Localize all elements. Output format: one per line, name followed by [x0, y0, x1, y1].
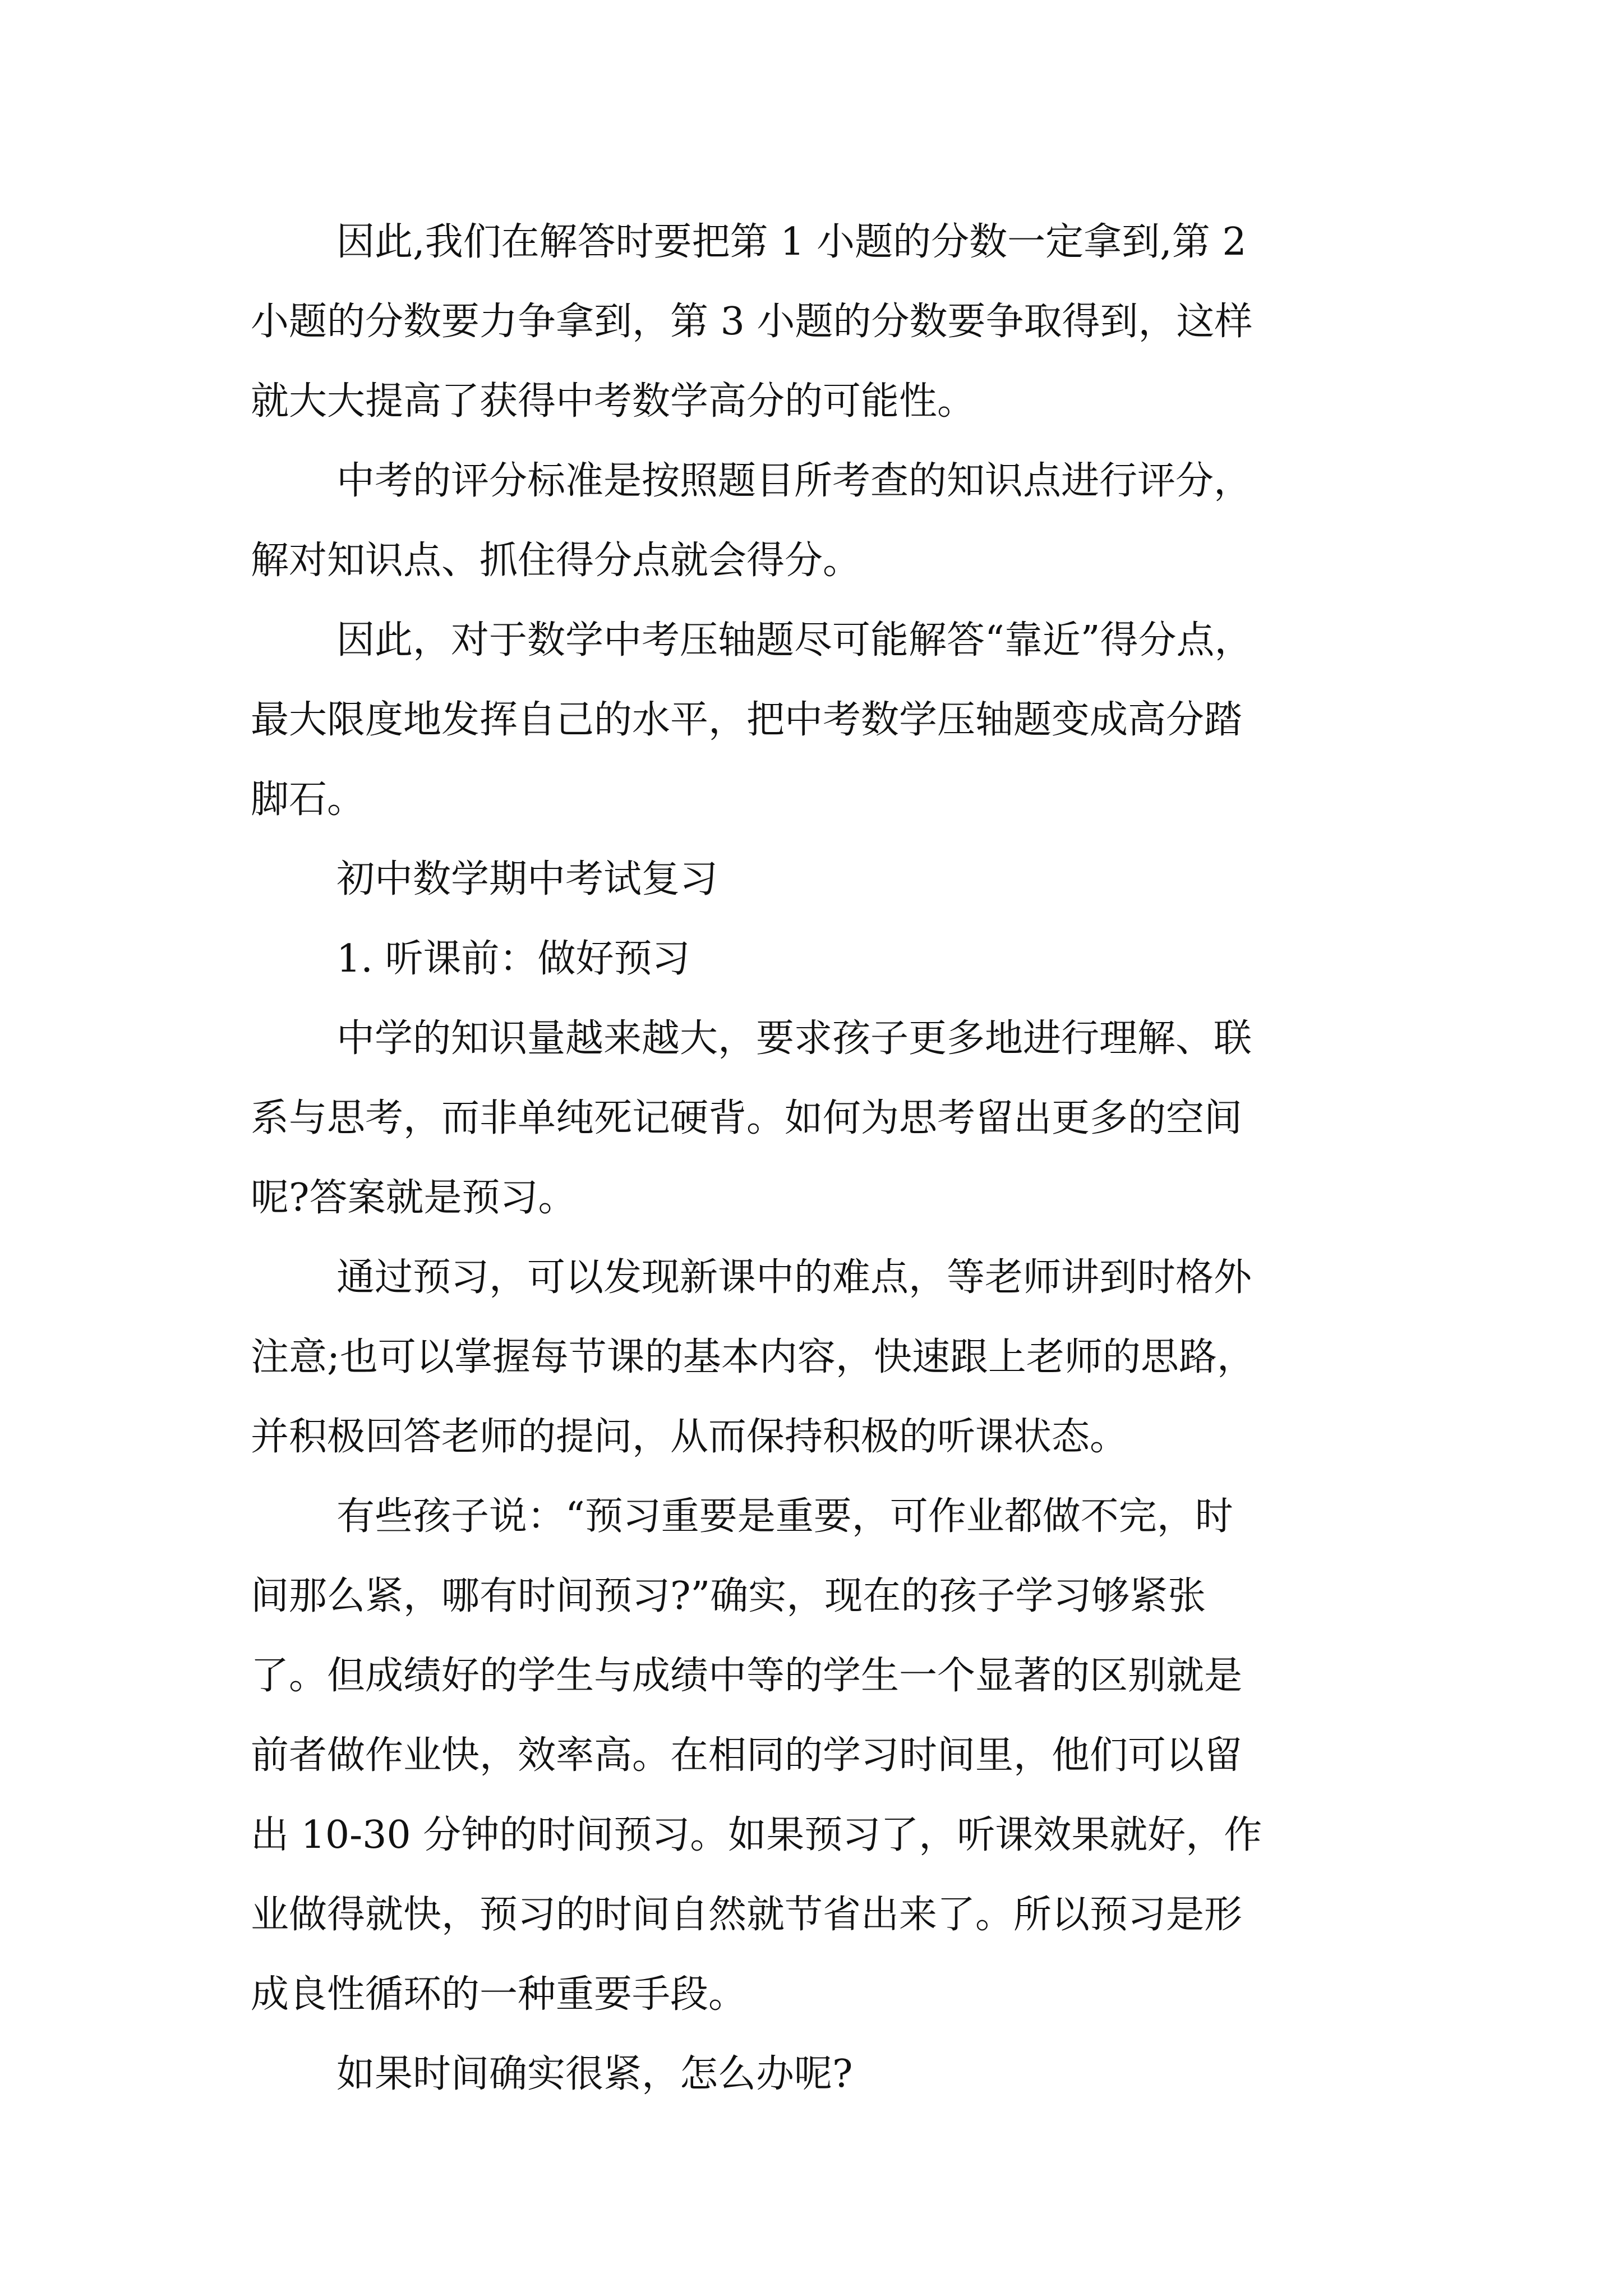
text-line: 成良性循环的一种重要手段。	[251, 1972, 747, 2017]
text-line: 小题的分数要力争拿到，第 3 小题的分数要争取得到，这样	[251, 300, 1253, 344]
text-line: 最大限度地发挥自己的水平，把中考数学压轴题变成高分踏	[251, 698, 1243, 742]
text-line: 前者做作业快，效率高。在相同的学习时间里，他们可以留	[251, 1733, 1243, 1778]
text-line: 间那么紧，哪有时间预习?”确实，现在的孩子学习够紧张	[251, 1574, 1206, 1618]
subsection-heading: 1. 听课前：做好预习	[336, 937, 690, 981]
text-line: 业做得就快，预习的时间自然就节省出来了。所以预习是形	[251, 1893, 1243, 1937]
text-line: 就大大提高了获得中考数学高分的可能性。	[251, 379, 976, 424]
text-line: 有些孩子说：“预习重要是重要，可作业都做不完，时	[336, 1494, 1233, 1539]
text-line: 呢?答案就是预习。	[251, 1176, 577, 1220]
text-line: 解对知识点、抓住得分点就会得分。	[251, 539, 861, 583]
text-line: 了。但成绩好的学生与成绩中等的学生一个显著的区别就是	[251, 1654, 1243, 1698]
text-line: 并积极回答老师的提问，从而保持积极的听课状态。	[251, 1415, 1128, 1459]
text-line: 出 10-30 分钟的时间预习。如果预习了，听课效果就好，作	[251, 1813, 1262, 1857]
section-heading: 初中数学期中考试复习	[336, 857, 718, 901]
text-line: 系与思考，而非单纯死记硬背。如何为思考留出更多的空间	[251, 1096, 1243, 1140]
text-line: 中考的评分标准是按照题目所考查的知识点进行评分，	[336, 459, 1252, 503]
text-line: 注意;也可以掌握每节课的基本内容，快速跟上老师的思路，	[251, 1335, 1255, 1379]
text-line: 中学的知识量越来越大，要求孩子更多地进行理解、联	[336, 1016, 1252, 1061]
text-line: 因此,我们在解答时要把第 1 小题的分数一定拿到,第 2	[336, 220, 1247, 264]
text-line: 通过预习，可以发现新课中的难点，等老师讲到时格外	[336, 1255, 1252, 1300]
text-line: 脚石。	[251, 777, 366, 822]
text-line: 如果时间确实很紧，怎么办呢?	[336, 2052, 853, 2096]
text-line: 因此，对于数学中考压轴题尽可能解答“靠近”得分点，	[336, 618, 1253, 662]
